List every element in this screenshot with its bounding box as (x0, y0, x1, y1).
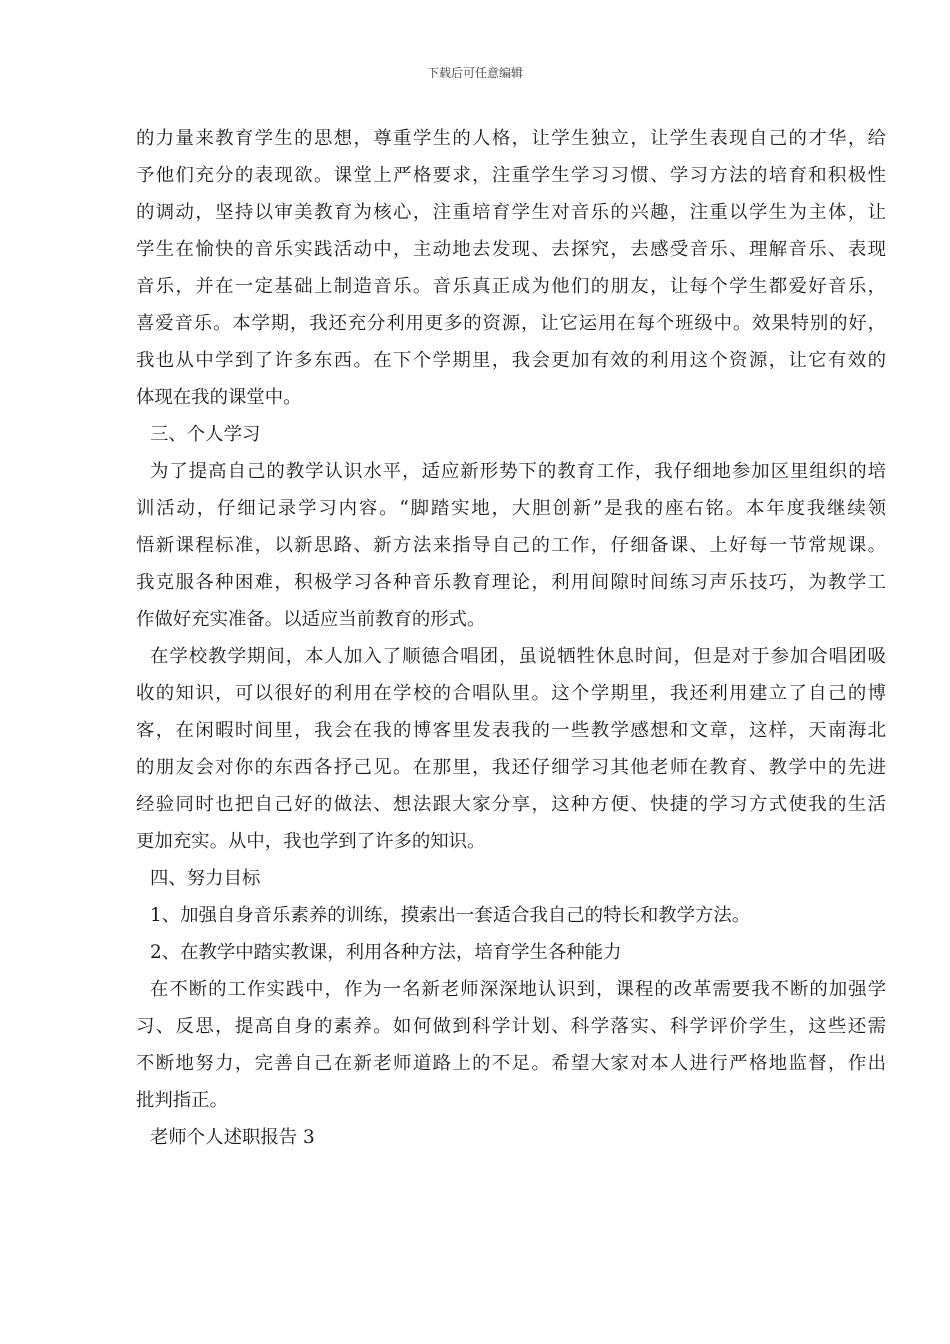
text-line: 更加充实。从中，我也学到了许多的知识。 (136, 831, 486, 852)
text-line: 经验同时也把自己好的做法、想法跟大家分享，这种方便、快捷的学习方式使我的生活 (136, 794, 886, 815)
text-line: 1、加强自身音乐素养的训练，摸索出一套适合我自己的特长和教学方法。 (150, 905, 751, 926)
text-line: 不断地努力，完善自己在新老师道路上的不足。希望大家对本人进行严格地监督，作出 (136, 1053, 886, 1074)
text-line: 的朋友会对你的东西各抒己见。在那里，我还仔细学习其他老师在教育、教学中的先进 (136, 757, 886, 778)
text-line: 的调动，坚持以审美教育为核心，注重培育学生对音乐的兴趣，注重以学生为主体，让 (136, 202, 886, 223)
text-line: 批判指正。 (136, 1090, 228, 1111)
text-line: 作做好充实准备。以适应当前教育的形式。 (136, 609, 486, 630)
text-line: 为了提高自己的教学认识水平，适应新形势下的教育工作，我仔细地参加区里组织的培 (150, 461, 886, 482)
text-line: 三、个人学习 (150, 424, 261, 445)
text-line: 我也从中学到了许多东西。在下个学期里，我会更加有效的利用这个资源，让它有效的 (136, 350, 886, 371)
text-line: 喜爱音乐。本学期，我还充分利用更多的资源，让它运用在每个班级中。效果特别的好， (136, 313, 886, 334)
text-line: 在不断的工作实践中，作为一名新老师深深地认识到，课程的改革需要我不断的加强学 (150, 979, 886, 1000)
text-line: 音乐，并在一定基础上制造音乐。音乐真正成为他们的朋友，让每个学生都爱好音乐， (136, 276, 886, 297)
text-line: 体现在我的课堂中。 (136, 387, 302, 408)
page-header: 下载后可任意编辑 (426, 66, 523, 80)
text-line: 习、反思，提高自身的素养。如何做到科学计划、科学落实、科学评价学生，这些还需 (136, 1016, 886, 1037)
text-line: 收的知识，可以很好的利用在学校的合唱队里。这个学期里，我还利用建立了自己的博 (136, 683, 886, 704)
text-line: 老师个人述职报告 3 (150, 1127, 315, 1148)
text-line: 予他们充分的表现欲。课堂上严格要求，注重学生学习习惯、学习方法的培育和积极性 (136, 165, 886, 186)
text-line: 在学校教学期间，本人加入了顺德合唱团，虽说牺牲休息时间，但是对于参加合唱团吸 (150, 646, 886, 667)
text-line: 悟新课程标准，以新思路、新方法来指导自己的工作，仔细备课、上好每一节常规课。 (136, 535, 886, 556)
text-line: 学生在愉快的音乐实践活动中，主动地去发现、去探究，去感受音乐、理解音乐、表现 (136, 239, 886, 260)
text-line: 2、在教学中踏实教课，利用各种方法，培育学生各种能力 (150, 942, 622, 963)
text-line: 四、努力目标 (150, 868, 261, 889)
text-line: 训活动，仔细记录学习内容。“脚踏实地，大胆创新”是我的座右铭。本年度我继续领 (136, 498, 886, 519)
text-line: 客，在闲暇时间里，我会在我的博客里发表我的一些教学感想和文章，这样，天南海北 (136, 720, 886, 741)
text-line: 我克服各种困难，积极学习各种音乐教育理论，利用间隙时间练习声乐技巧，为教学工 (136, 572, 886, 593)
document-body (136, 120, 886, 1156)
text-line: 的力量来教育学生的思想，尊重学生的人格，让学生独立，让学生表现自己的才华，给 (136, 128, 886, 149)
